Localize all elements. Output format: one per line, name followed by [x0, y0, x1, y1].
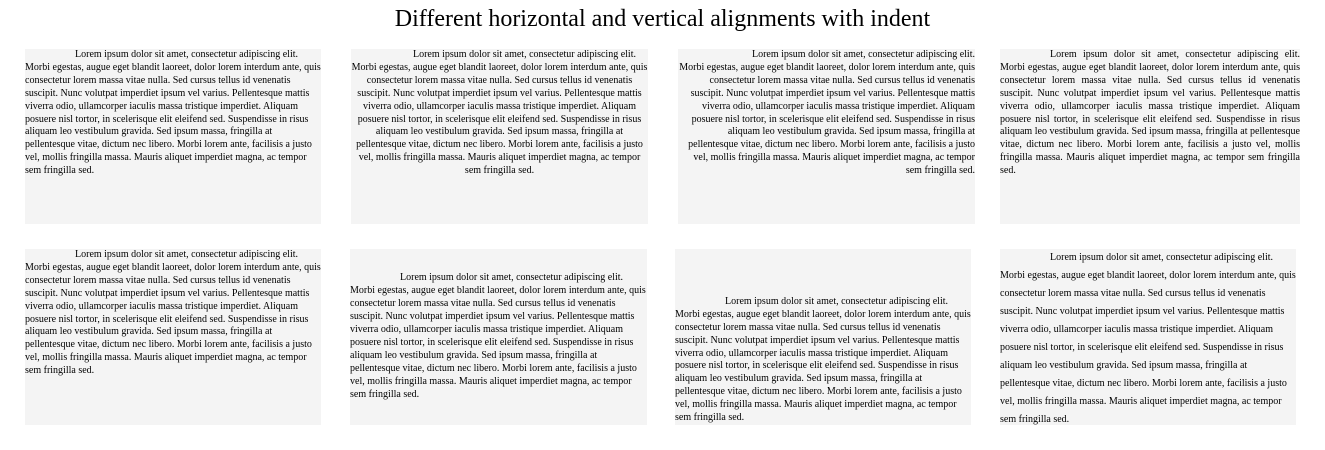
- panel-paragraph: Lorem ipsum dolor sit amet, consectetur adipiscing elit. Morbi egestas, augue eget blandit laoreet, dolor lorem interdum ante, quis consectetur lorem massa vitae nulla. Sed cursus tellus id venenatis suscipit. Nunc volutpat imperdiet ipsum vel varius. Pellentesque mattis viverra odio, ullamcorper iaculis massa tristique imperdiet. Aliquam posuere nisl tortor, in scelerisque elit eleifend sed. Suspendisse in risus aliquam leo vestibulum gravida. Sed ipsum massa, fringilla at pellentesque vitae, dictum nec libero. Morbi lorem ante, facilisis a justo vel, mollis fringilla massa. Mauris aliquet imperdiet magna, ac tempor sem fringilla sed.: [351, 49, 648, 177]
- text-panel-distributed-left: [1000, 249, 1296, 425]
- text-panel-middle-left: [350, 249, 647, 425]
- panel-paragraph: Lorem ipsum dolor sit amet, consectetur adipiscing elit. Morbi egestas, augue eget blandit laoreet, dolor lorem interdum ante, quis consectetur lorem massa vitae nulla. Sed cursus tellus id venenatis suscipit. Nunc volutpat imperdiet ipsum vel varius. Pellentesque mattis viverra odio, ullamcorper iaculis massa tristique imperdiet. Aliquam posuere nisl tortor, in scelerisque elit eleifend sed. Suspendisse in risus aliquam leo vestibulum gravida. Sed ipsum massa, fringilla at pellentesque vitae, dictum nec libero. Morbi lorem ante, facilisis a justo vel, mollis fringilla massa. Mauris aliquet imperdiet magna, ac tempor sem fringilla sed.: [25, 249, 321, 377]
- panel-paragraph: Lorem ipsum dolor sit amet, consectetur adipiscing elit. Morbi egestas, augue eget blandit laoreet, dolor lorem interdum ante, quis consectetur lorem massa vitae nulla. Sed cursus tellus id venenatis suscipit. Nunc volutpat imperdiet ipsum vel varius. Pellentesque mattis viverra odio, ullamcorper iaculis massa tristique imperdiet. Aliquam posuere nisl tortor, in scelerisque elit eleifend sed. Suspendisse in risus aliquam leo vestibulum gravida. Sed ipsum massa, fringilla at pellentesque vitae, dictum nec libero. Morbi lorem ante, facilisis a justo vel, mollis fringilla massa. Mauris aliquet imperdiet magna, ac tempor sem fringilla sed.: [350, 272, 646, 400]
- panel-paragraph: Lorem ipsum dolor sit amet, consectetur adipiscing elit. Morbi egestas, augue eget blandit laoreet, dolor lorem interdum ante, quis consectetur lorem massa vitae nulla. Sed cursus tellus id venenatis suscipit. Nunc volutpat imperdiet ipsum vel varius. Pellentesque mattis viverra odio, ullamcorper iaculis massa tristique imperdiet. Aliquam posuere nisl tortor, in scelerisque elit eleifend sed. Suspendisse in risus aliquam leo vestibulum gravida. Sed ipsum massa, fringilla at pellentesque vitae, dictum nec libero. Morbi lorem ante, facilisis a justo vel, mollis fringilla massa. Mauris aliquet imperdiet magna, ac tempor sem fringilla sed.: [675, 295, 971, 424]
- page-title: Different horizontal and vertical alignments with indent: [394, 6, 931, 32]
- text-panel-top-justify: [1000, 49, 1300, 224]
- panel-paragraph: Lorem ipsum dolor sit amet, consectetur adipiscing elit. Morbi egestas, augue eget blandit laoreet, dolor lorem interdum ante, quis consectetur lorem massa vitae nulla. Sed cursus tellus id venenatis suscipit. Nunc volutpat imperdiet ipsum vel varius. Pellentesque mattis viverra odio, ullamcorper iaculis massa tristique imperdiet. Aliquam posuere nisl tortor, in scelerisque elit eleifend sed. Suspendisse in risus aliquam leo vestibulum gravida. Sed ipsum massa, fringilla at pellentesque vitae, dictum nec libero. Morbi lorem ante, facilisis a justo vel, mollis fringilla massa. Mauris aliquet imperdiet magna, ac tempor sem fringilla sed.: [679, 49, 975, 177]
- text-panel-top-right: [678, 49, 975, 224]
- text-panel-top-left: [25, 49, 321, 224]
- panel-paragraph: Lorem ipsum dolor sit amet, consectetur adipiscing elit. Morbi egestas, augue eget blandit laoreet, dolor lorem interdum ante, quis consectetur lorem massa vitae nulla. Sed cursus tellus id venenatis suscipit. Nunc volutpat imperdiet ipsum vel varius. Pellentesque mattis viverra odio, ullamcorper iaculis massa tristique imperdiet. Aliquam posuere nisl tortor, in scelerisque elit eleifend sed. Suspendisse in risus aliquam leo vestibulum gravida. Sed ipsum massa, fringilla at pellentesque vitae, dictum nec libero. Morbi lorem ante, facilisis a justo vel, mollis fringilla massa. Mauris aliquet imperdiet magna, ac tempor sem fringilla sed.: [1000, 252, 1296, 425]
- panel-paragraph: Lorem ipsum dolor sit amet, consectetur adipiscing elit. Morbi egestas, augue eget blandit laoreet, dolor lorem interdum ante, quis consectetur lorem massa vitae nulla. Sed cursus tellus id venenatis suscipit. Nunc volutpat imperdiet ipsum vel varius. Pellentesque mattis viverra odio, ullamcorper iaculis massa tristique imperdiet. Aliquam posuere nisl tortor, in scelerisque elit eleifend sed. Suspendisse in risus aliquam leo vestibulum gravida. Sed ipsum massa, fringilla at pellentesque vitae, dictum nec libero. Morbi lorem ante, facilisis a justo vel, mollis fringilla massa. Mauris aliquet imperdiet magna, ac tempor sem fringilla sed.: [1000, 49, 1300, 177]
- panel-paragraph: Lorem ipsum dolor sit amet, consectetur adipiscing elit. Morbi egestas, augue eget blandit laoreet, dolor lorem interdum ante, quis consectetur lorem massa vitae nulla. Sed cursus tellus id venenatis suscipit. Nunc volutpat imperdiet ipsum vel varius. Pellentesque mattis viverra odio, ullamcorper iaculis massa tristique imperdiet. Aliquam posuere nisl tortor, in scelerisque elit eleifend sed. Suspendisse in risus aliquam leo vestibulum gravida. Sed ipsum massa, fringilla at pellentesque vitae, dictum nec libero. Morbi lorem ante, facilisis a justo vel, mollis fringilla massa. Mauris aliquet imperdiet magna, ac tempor sem fringilla sed.: [25, 49, 321, 177]
- text-panel-top-center: [351, 49, 648, 224]
- text-panel-top-left-2: [25, 249, 321, 425]
- text-panel-bottom-left: [675, 249, 971, 425]
